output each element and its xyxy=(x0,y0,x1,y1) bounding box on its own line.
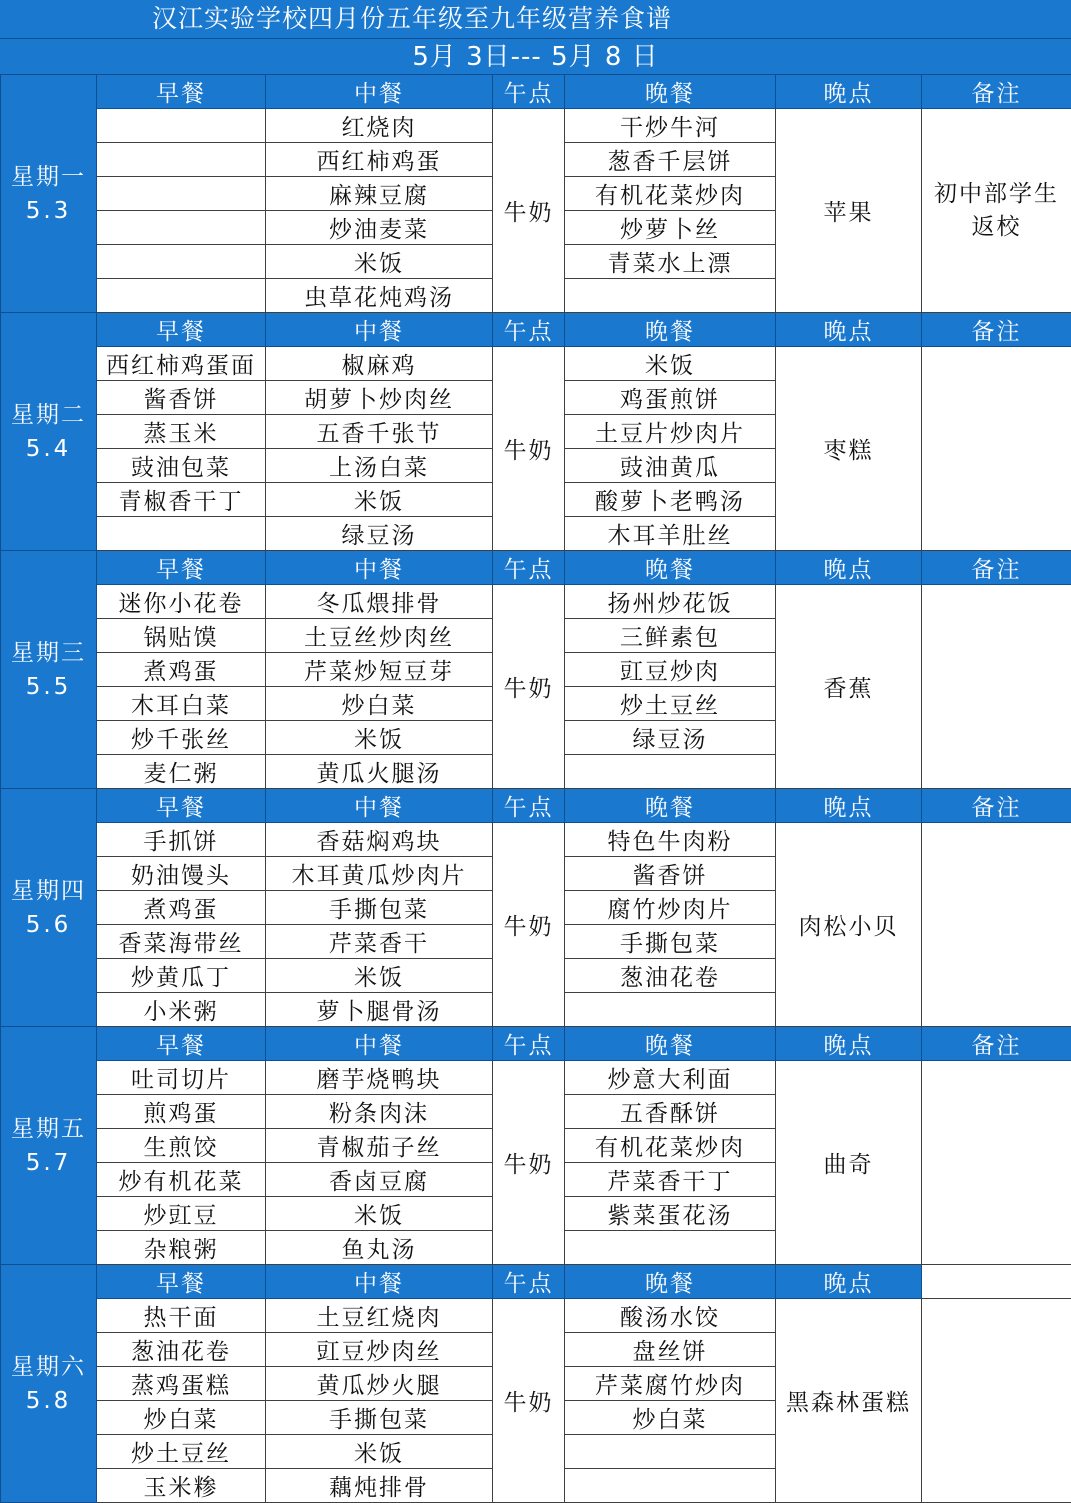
column-header-breakfast: 早餐 xyxy=(97,551,266,585)
breakfast-item xyxy=(97,177,266,211)
evening-snack-item: 苹果 xyxy=(776,109,922,313)
dinner-item: 酱香饼 xyxy=(565,857,776,891)
day-label-cell xyxy=(1,551,97,789)
column-header-noon-snack: 午点 xyxy=(493,313,565,347)
breakfast-item: 酱香饼 xyxy=(97,381,266,415)
column-header-noon-snack: 午点 xyxy=(493,789,565,823)
column-header-noon-snack: 午点 xyxy=(493,75,565,109)
column-header-lunch: 中餐 xyxy=(266,1027,493,1061)
evening-snack-item: 枣糕 xyxy=(776,347,922,551)
breakfast-item: 蒸鸡蛋糕 xyxy=(97,1367,266,1401)
column-header-noon-snack: 午点 xyxy=(493,1265,565,1299)
breakfast-item: 小米粥 xyxy=(97,993,266,1027)
breakfast-item: 炒千张丝 xyxy=(97,721,266,755)
column-header-breakfast: 早餐 xyxy=(97,313,266,347)
noon-snack-item: 牛奶 xyxy=(493,1299,565,1503)
column-header-remarks: 备注 xyxy=(922,551,1071,585)
dinner-item: 青菜水上漂 xyxy=(565,245,776,279)
day-header-row xyxy=(1,1265,1071,1299)
breakfast-item: 葱油花卷 xyxy=(97,1333,266,1367)
remarks-cell xyxy=(922,1299,1071,1503)
breakfast-item: 蒸玉米 xyxy=(97,415,266,449)
breakfast-item: 炒白菜 xyxy=(97,1401,266,1435)
lunch-item: 青椒茄子丝 xyxy=(266,1129,493,1163)
column-header-lunch: 中餐 xyxy=(266,1265,493,1299)
lunch-item: 黄瓜炒火腿 xyxy=(266,1367,493,1401)
dinner-item: 酸萝卜老鸭汤 xyxy=(565,483,776,517)
breakfast-item: 青椒香干丁 xyxy=(97,483,266,517)
dinner-item: 木耳羊肚丝 xyxy=(565,517,776,551)
dinner-item: 豉油黄瓜 xyxy=(565,449,776,483)
column-header-dinner: 晚餐 xyxy=(565,551,776,585)
lunch-item: 手撕包菜 xyxy=(266,891,493,925)
page-title: 汉江实验学校四月份五年级至九年级营养食谱 xyxy=(0,0,1071,38)
day-date: 5.8 xyxy=(1,1384,96,1418)
breakfast-item: 生煎饺 xyxy=(97,1129,266,1163)
lunch-item: 炒白菜 xyxy=(266,687,493,721)
lunch-item: 米饭 xyxy=(266,1197,493,1231)
menu-row xyxy=(1,347,1071,381)
noon-snack-item: 牛奶 xyxy=(493,1061,565,1265)
breakfast-item: 热干面 xyxy=(97,1299,266,1333)
dinner-item xyxy=(565,755,776,789)
column-header-breakfast: 早餐 xyxy=(97,1027,266,1061)
dinner-item xyxy=(565,1469,776,1503)
dinner-item: 手撕包菜 xyxy=(565,925,776,959)
dinner-item xyxy=(565,1231,776,1265)
breakfast-item xyxy=(97,143,266,177)
breakfast-item: 木耳白菜 xyxy=(97,687,266,721)
column-header-breakfast: 早餐 xyxy=(97,1265,266,1299)
dinner-item: 炒白菜 xyxy=(565,1401,776,1435)
day-label-cell xyxy=(1,1265,97,1503)
lunch-item: 米饭 xyxy=(266,245,493,279)
dinner-item xyxy=(565,279,776,313)
dinner-item: 葱香千层饼 xyxy=(565,143,776,177)
column-header-evening-snack: 晚点 xyxy=(776,75,922,109)
lunch-item: 米饭 xyxy=(266,959,493,993)
column-header-dinner: 晚餐 xyxy=(565,313,776,347)
dinner-item: 三鲜素包 xyxy=(565,619,776,653)
breakfast-item: 香菜海带丝 xyxy=(97,925,266,959)
column-header-noon-snack: 午点 xyxy=(493,551,565,585)
dinner-item: 有机花菜炒肉 xyxy=(565,177,776,211)
lunch-item: 萝卜腿骨汤 xyxy=(266,993,493,1027)
lunch-item: 麻辣豆腐 xyxy=(266,177,493,211)
dinner-item: 酸汤水饺 xyxy=(565,1299,776,1333)
menu-row xyxy=(1,1061,1071,1095)
day-name: 星期一 xyxy=(1,160,96,194)
dinner-item: 紫菜蛋花汤 xyxy=(565,1197,776,1231)
dinner-item: 芹菜香干丁 xyxy=(565,1163,776,1197)
day-label-cell xyxy=(1,313,97,551)
noon-snack-item: 牛奶 xyxy=(493,347,565,551)
dinner-item: 绿豆汤 xyxy=(565,721,776,755)
lunch-item: 芹菜香干 xyxy=(266,925,493,959)
breakfast-item: 奶油馒头 xyxy=(97,857,266,891)
breakfast-item: 豉油包菜 xyxy=(97,449,266,483)
lunch-item: 上汤白菜 xyxy=(266,449,493,483)
day-header-row xyxy=(1,551,1071,585)
dinner-item: 米饭 xyxy=(565,347,776,381)
day-label-cell xyxy=(1,789,97,1027)
dinner-item: 炒萝卜丝 xyxy=(565,211,776,245)
day-name: 星期二 xyxy=(1,398,96,432)
lunch-item: 米饭 xyxy=(266,721,493,755)
breakfast-item: 煮鸡蛋 xyxy=(97,891,266,925)
lunch-item: 土豆红烧肉 xyxy=(266,1299,493,1333)
dinner-item: 干炒牛河 xyxy=(565,109,776,143)
lunch-item: 藕炖排骨 xyxy=(266,1469,493,1503)
dinner-item: 葱油花卷 xyxy=(565,959,776,993)
lunch-item: 土豆丝炒肉丝 xyxy=(266,619,493,653)
column-header-lunch: 中餐 xyxy=(266,313,493,347)
day-header-row xyxy=(1,789,1071,823)
breakfast-item xyxy=(97,245,266,279)
lunch-item: 米饭 xyxy=(266,1435,493,1469)
breakfast-item xyxy=(97,279,266,313)
lunch-item: 西红柿鸡蛋 xyxy=(266,143,493,177)
lunch-item: 红烧肉 xyxy=(266,109,493,143)
breakfast-item: 手抓饼 xyxy=(97,823,266,857)
column-header-noon-snack: 午点 xyxy=(493,1027,565,1061)
lunch-item: 绿豆汤 xyxy=(266,517,493,551)
breakfast-item: 炒土豆丝 xyxy=(97,1435,266,1469)
dinner-item: 盘丝饼 xyxy=(565,1333,776,1367)
lunch-item: 虫草花炖鸡汤 xyxy=(266,279,493,313)
lunch-item: 椒麻鸡 xyxy=(266,347,493,381)
breakfast-item: 炒有机花菜 xyxy=(97,1163,266,1197)
day-name: 星期四 xyxy=(1,874,96,908)
dinner-item: 豇豆炒肉 xyxy=(565,653,776,687)
lunch-item: 五香千张节 xyxy=(266,415,493,449)
dinner-item: 扬州炒花饭 xyxy=(565,585,776,619)
column-header-evening-snack: 晚点 xyxy=(776,1027,922,1061)
dinner-item: 有机花菜炒肉 xyxy=(565,1129,776,1163)
breakfast-item: 迷你小花卷 xyxy=(97,585,266,619)
day-name: 星期五 xyxy=(1,1112,96,1146)
noon-snack-item: 牛奶 xyxy=(493,585,565,789)
evening-snack-item: 肉松小贝 xyxy=(776,823,922,1027)
day-header-row xyxy=(1,1027,1071,1061)
remarks-cell xyxy=(922,823,1071,1027)
lunch-item: 香菇焖鸡块 xyxy=(266,823,493,857)
noon-snack-item: 牛奶 xyxy=(493,823,565,1027)
column-header-breakfast: 早餐 xyxy=(97,75,266,109)
breakfast-item xyxy=(97,109,266,143)
day-label-cell xyxy=(1,75,97,313)
remarks-cell xyxy=(922,347,1071,551)
dinner-item: 鸡蛋煎饼 xyxy=(565,381,776,415)
column-header-dinner: 晚餐 xyxy=(565,1027,776,1061)
lunch-item: 木耳黄瓜炒肉片 xyxy=(266,857,493,891)
column-header-remarks xyxy=(922,1265,1071,1299)
column-header-breakfast: 早餐 xyxy=(97,789,266,823)
breakfast-item: 煮鸡蛋 xyxy=(97,653,266,687)
breakfast-item: 玉米糁 xyxy=(97,1469,266,1503)
menu-row xyxy=(1,1299,1071,1333)
day-name: 星期三 xyxy=(1,636,96,670)
column-header-dinner: 晚餐 xyxy=(565,75,776,109)
dinner-item: 腐竹炒肉片 xyxy=(565,891,776,925)
column-header-evening-snack: 晚点 xyxy=(776,1265,922,1299)
menu-table xyxy=(0,74,1071,1503)
breakfast-item: 锅贴馍 xyxy=(97,619,266,653)
column-header-remarks: 备注 xyxy=(922,789,1071,823)
lunch-item: 胡萝卜炒肉丝 xyxy=(266,381,493,415)
column-header-remarks: 备注 xyxy=(922,1027,1071,1061)
breakfast-item: 西红柿鸡蛋面 xyxy=(97,347,266,381)
menu-row xyxy=(1,823,1071,857)
day-date: 5.7 xyxy=(1,1146,96,1180)
column-header-lunch: 中餐 xyxy=(266,75,493,109)
lunch-item: 磨芋烧鸭块 xyxy=(266,1061,493,1095)
column-header-evening-snack: 晚点 xyxy=(776,789,922,823)
breakfast-item: 杂粮粥 xyxy=(97,1231,266,1265)
lunch-item: 米饭 xyxy=(266,483,493,517)
breakfast-item: 煎鸡蛋 xyxy=(97,1095,266,1129)
menu-row xyxy=(1,109,1071,143)
remarks-cell xyxy=(922,1061,1071,1265)
menu-row xyxy=(1,585,1071,619)
dinner-item xyxy=(565,1435,776,1469)
day-date: 5.3 xyxy=(1,194,96,228)
column-header-lunch: 中餐 xyxy=(266,789,493,823)
dinner-item: 炒意大利面 xyxy=(565,1061,776,1095)
dinner-item: 特色牛肉粉 xyxy=(565,823,776,857)
lunch-item: 芹菜炒短豆芽 xyxy=(266,653,493,687)
lunch-item: 粉条肉沫 xyxy=(266,1095,493,1129)
noon-snack-item: 牛奶 xyxy=(493,109,565,313)
column-header-dinner: 晚餐 xyxy=(565,789,776,823)
breakfast-item: 炒黄瓜丁 xyxy=(97,959,266,993)
evening-snack-item: 曲奇 xyxy=(776,1061,922,1265)
column-header-remarks: 备注 xyxy=(922,75,1071,109)
day-date: 5.4 xyxy=(1,432,96,466)
breakfast-item xyxy=(97,517,266,551)
dinner-item: 炒土豆丝 xyxy=(565,687,776,721)
lunch-item: 手撕包菜 xyxy=(266,1401,493,1435)
breakfast-item: 麦仁粥 xyxy=(97,755,266,789)
column-header-evening-snack: 晚点 xyxy=(776,313,922,347)
date-range: 5月 3日--- 5月 8 日 xyxy=(0,38,1071,74)
evening-snack-item: 黑森林蛋糕 xyxy=(776,1299,922,1503)
day-header-row xyxy=(1,313,1071,347)
column-header-evening-snack: 晚点 xyxy=(776,551,922,585)
column-header-remarks: 备注 xyxy=(922,313,1071,347)
lunch-item: 黄瓜火腿汤 xyxy=(266,755,493,789)
dinner-item: 土豆片炒肉片 xyxy=(565,415,776,449)
column-header-lunch: 中餐 xyxy=(266,551,493,585)
column-header-dinner: 晚餐 xyxy=(565,1265,776,1299)
lunch-item: 炒油麦菜 xyxy=(266,211,493,245)
lunch-item: 豇豆炒肉丝 xyxy=(266,1333,493,1367)
dinner-item: 芹菜腐竹炒肉 xyxy=(565,1367,776,1401)
lunch-item: 香卤豆腐 xyxy=(266,1163,493,1197)
lunch-item: 冬瓜煨排骨 xyxy=(266,585,493,619)
dinner-item: 五香酥饼 xyxy=(565,1095,776,1129)
day-header-row xyxy=(1,75,1071,109)
breakfast-item xyxy=(97,211,266,245)
dinner-item xyxy=(565,993,776,1027)
remarks-cell: 初中部学生返校 xyxy=(922,109,1071,313)
breakfast-item: 炒豇豆 xyxy=(97,1197,266,1231)
day-date: 5.5 xyxy=(1,670,96,704)
day-date: 5.6 xyxy=(1,908,96,942)
evening-snack-item: 香蕉 xyxy=(776,585,922,789)
day-name: 星期六 xyxy=(1,1350,96,1384)
day-label-cell xyxy=(1,1027,97,1265)
breakfast-item: 吐司切片 xyxy=(97,1061,266,1095)
remarks-cell xyxy=(922,585,1071,789)
lunch-item: 鱼丸汤 xyxy=(266,1231,493,1265)
